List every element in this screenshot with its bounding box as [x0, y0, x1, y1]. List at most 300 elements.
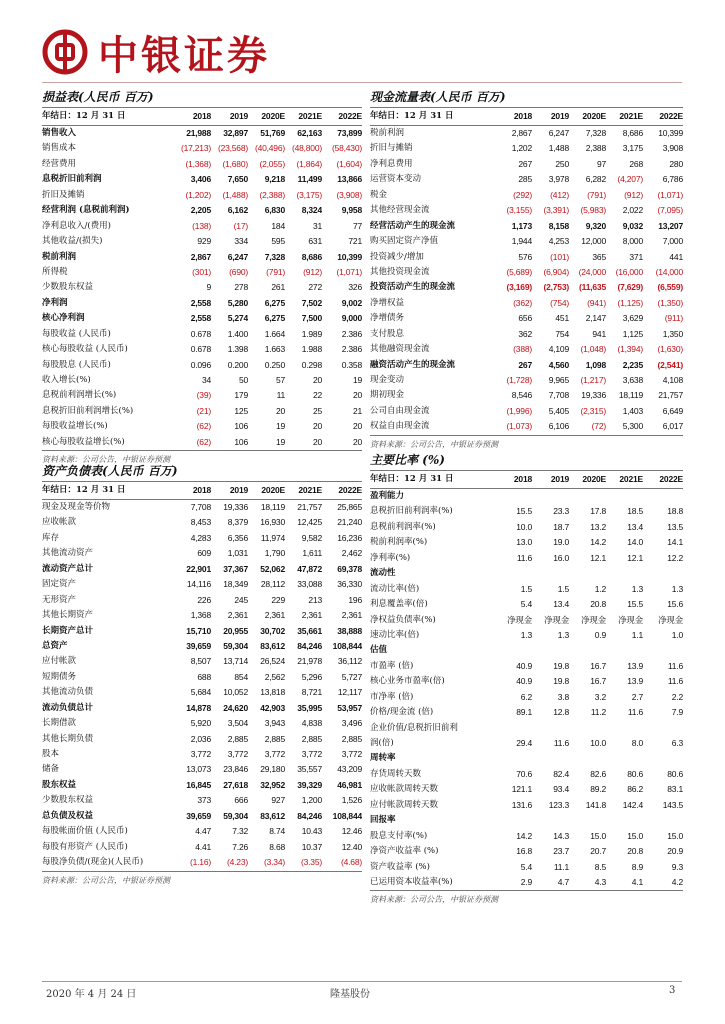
row-value: 3,978 — [548, 174, 569, 185]
row-value: 29,180 — [260, 764, 285, 775]
row-value: 8,546 — [511, 390, 532, 401]
table-row — [42, 608, 362, 623]
row-value: 83,612 — [260, 810, 285, 821]
row-label: 其他经营现金流 — [370, 205, 430, 216]
header-year: 2018 — [192, 111, 211, 121]
row-value: 576 — [518, 251, 532, 262]
row-label: 资产收益率 (%) — [370, 861, 430, 872]
row-label: 固定资产 — [42, 579, 77, 590]
row-value: 25 — [312, 405, 322, 416]
row-value: 1.1 — [631, 629, 643, 640]
row-value: 108,844 — [332, 810, 362, 821]
table-row — [370, 373, 683, 388]
ratios-header-row — [370, 471, 683, 489]
ratios-source-note: 资料来源：公司公告，中银证券预测 — [370, 895, 498, 905]
row-value: 5,405 — [548, 405, 569, 416]
row-value: 3,772 — [227, 749, 248, 759]
row-value: 688 — [197, 671, 211, 682]
row-value: (11,635 — [579, 282, 606, 293]
row-value: 13.9 — [627, 660, 643, 671]
row-value: (1,217) — [580, 375, 606, 385]
row-value: 83,612 — [260, 640, 285, 651]
table-row — [370, 358, 683, 373]
row-value: 7,000 — [662, 236, 683, 247]
row-value: 4,283 — [190, 532, 211, 543]
table-row — [370, 674, 683, 689]
row-value: (1,604) — [336, 158, 362, 169]
cashflow-title: 现金流量表(人民币 百万) — [370, 88, 683, 108]
row-value: 2,388 — [585, 143, 606, 154]
table-row — [42, 280, 362, 295]
row-value: 20 — [275, 405, 285, 416]
row-value: 6,830 — [264, 205, 285, 216]
row-value: (1,630) — [657, 344, 683, 355]
row-value — [497, 489, 532, 504]
row-value: 441 — [669, 251, 683, 262]
table-row — [370, 342, 683, 357]
table-row — [42, 639, 362, 654]
row-value: 29.4 — [516, 738, 532, 748]
row-value: 11.6 — [627, 707, 643, 718]
header-year: 2020E — [582, 474, 606, 484]
row-value: 50 — [238, 375, 248, 385]
row-value: 31 — [312, 220, 322, 231]
header-year: 2019 — [550, 474, 569, 484]
row-value — [569, 721, 606, 736]
table-row — [370, 844, 683, 859]
row-value: (388) — [513, 344, 532, 355]
row-label: 息税前利润率(%) — [370, 521, 436, 532]
row-value: 4,253 — [548, 236, 569, 247]
header-year: 2021E — [619, 474, 643, 484]
row-value: 6,106 — [548, 421, 569, 432]
row-value — [497, 566, 532, 581]
income-statement-table — [42, 88, 362, 467]
row-value: 656 — [518, 313, 532, 324]
table-row — [370, 219, 683, 234]
row-value: 0.298 — [301, 359, 322, 370]
table-row — [42, 778, 362, 793]
row-label: 每股收益增长(%) — [42, 421, 108, 432]
row-value: 1.3 — [520, 629, 532, 640]
row-value: 62,163 — [297, 128, 322, 138]
row-value: 7.32 — [232, 826, 248, 837]
row-value: (2,315) — [580, 405, 606, 416]
row-value: 7.26 — [232, 841, 248, 852]
table-row — [370, 126, 683, 141]
row-value: (3,155) — [506, 205, 532, 216]
row-value: 20 — [312, 375, 322, 385]
table-row — [42, 654, 362, 669]
row-value: 184 — [271, 220, 285, 231]
row-value: 4.47 — [195, 826, 211, 837]
row-value: (690) — [229, 266, 248, 277]
row-value: (2,388) — [259, 189, 285, 200]
row-value: 35,995 — [297, 702, 322, 713]
row-value: 1,202 — [511, 143, 532, 154]
balance-title: 资产负债表(人民币 百万) — [42, 462, 362, 482]
row-value: 77 — [352, 220, 362, 231]
row-value: 82.4 — [553, 768, 569, 779]
table-row — [42, 373, 362, 388]
row-label: 息税折旧前利润增长(%) — [42, 405, 134, 416]
row-value: (791) — [587, 189, 606, 200]
row-value: 268 — [629, 158, 643, 169]
row-value: 14.2 — [590, 537, 606, 548]
table-row — [370, 520, 683, 535]
row-value: 2,361 — [264, 610, 285, 621]
row-value: 0.200 — [227, 359, 248, 370]
row-value: 11.1 — [553, 861, 569, 872]
row-label: 其他流动负债 — [42, 687, 94, 698]
row-value: 20 — [312, 421, 322, 432]
row-value: 8,324 — [301, 205, 322, 216]
row-value: 32,952 — [260, 779, 285, 790]
row-value: 18.7 — [553, 521, 569, 532]
row-value: 40.9 — [516, 676, 532, 687]
table-row — [370, 157, 683, 172]
row-value: 9.3 — [671, 861, 683, 872]
row-value: 89.2 — [590, 784, 606, 795]
table-row — [370, 751, 683, 766]
row-value: 40.9 — [516, 660, 532, 671]
row-value: (39) — [196, 390, 211, 401]
row-label: 其他融资现金流 — [370, 344, 430, 355]
row-value: 10.0 — [590, 738, 606, 748]
table-row — [42, 419, 362, 434]
table-row — [370, 203, 683, 218]
table-row — [42, 327, 362, 342]
row-value: 5,300 — [622, 421, 643, 432]
table-row — [42, 577, 362, 592]
row-value: 1,790 — [264, 548, 285, 559]
row-value: 16.7 — [590, 676, 606, 687]
row-value: 8.9 — [631, 861, 643, 872]
row-value: 1.400 — [227, 328, 248, 339]
row-value: 净现金 — [618, 614, 643, 625]
table-row — [42, 747, 362, 762]
table-row — [370, 188, 683, 203]
row-value: 2,361 — [341, 610, 362, 621]
row-value: 12.2 — [667, 552, 683, 563]
row-value: (1,073) — [506, 421, 532, 432]
row-label: 已运用资本收益率(%) — [370, 876, 453, 887]
table-row — [42, 762, 362, 777]
row-value: 18,119 — [618, 390, 643, 401]
row-label: 流动性 — [370, 568, 396, 579]
row-label: 股本 — [42, 749, 60, 759]
row-value: 6,275 — [264, 313, 285, 324]
row-value: (911) — [664, 313, 683, 324]
key-ratios-table — [370, 451, 683, 907]
row-value: 80.6 — [627, 768, 643, 779]
income-header-row — [42, 108, 362, 126]
row-value — [569, 489, 606, 504]
row-value: 2.386 — [341, 328, 362, 339]
row-label: 息税前利润增长(%) — [42, 390, 117, 401]
row-value: 13.5 — [667, 521, 683, 532]
row-label: 市净率 (倍) — [370, 691, 414, 702]
row-label: 应收帐款 — [42, 517, 77, 528]
row-value: 2,036 — [190, 733, 211, 744]
row-value: 0.358 — [341, 359, 362, 370]
table-row — [42, 250, 362, 265]
row-value: 73,899 — [337, 128, 362, 138]
row-value: 1.5 — [557, 583, 569, 594]
row-label: 销售成本 — [42, 143, 77, 154]
table-row — [370, 705, 683, 720]
row-value: 7,328 — [264, 251, 285, 262]
header-year: 2021E — [298, 111, 322, 121]
row-value: 净现金 — [507, 614, 532, 625]
row-value: (791) — [266, 266, 285, 277]
row-value: 4.1 — [631, 876, 643, 887]
row-value: 373 — [197, 795, 211, 806]
row-value: 11.6 — [553, 738, 569, 748]
row-label: 运营资本变动 — [370, 174, 422, 185]
row-label: 其他收益/(损失) — [42, 236, 103, 247]
row-value: (6,904) — [543, 266, 569, 277]
row-value: 20 — [352, 421, 362, 432]
row-value: 10.37 — [301, 841, 322, 852]
row-label: 净资产收益率 (%) — [370, 846, 439, 857]
row-value: 28,112 — [260, 579, 285, 590]
bank-of-china-logo-icon — [42, 29, 88, 75]
row-value: 108,844 — [332, 640, 362, 651]
row-value: 6,247 — [548, 128, 569, 138]
row-value: 16.8 — [516, 846, 532, 857]
row-value: 631 — [308, 236, 322, 247]
table-row — [42, 404, 362, 419]
row-label: 税金 — [370, 189, 388, 200]
row-value: 15.0 — [667, 830, 683, 841]
row-value: 326 — [348, 282, 362, 293]
footer-page-number: 3 — [669, 985, 676, 996]
table-row — [42, 203, 362, 218]
row-label: 净权益负债率(%) — [370, 614, 436, 625]
income-source-note: 资料来源：公司公告，中银证券预测 — [42, 455, 170, 465]
row-value: (1,350) — [657, 297, 683, 308]
header-year: 2019 — [550, 111, 569, 121]
row-value: 70.6 — [516, 768, 532, 779]
header-year: 2022E — [659, 111, 683, 121]
row-value: 15.6 — [667, 599, 683, 610]
row-value: (16,000 — [615, 266, 643, 277]
row-label: 每股净负债/(现金)(人民币) — [42, 857, 144, 868]
row-value: (4,207) — [617, 174, 643, 185]
table-row — [370, 404, 683, 419]
row-label: 总负债及权益 — [42, 810, 94, 821]
row-value: (1.16) — [189, 857, 211, 868]
table-row — [42, 732, 362, 747]
row-value: 13.0 — [516, 537, 532, 548]
row-label: 润(倍) — [370, 738, 394, 748]
header-year: 2018 — [513, 474, 532, 484]
ratios-title: 主要比率 (%) — [370, 451, 683, 471]
table-row — [370, 659, 683, 674]
row-value: 23.7 — [553, 846, 569, 857]
row-value: 721 — [348, 236, 362, 247]
row-value: 净现金 — [581, 614, 606, 625]
table-row — [370, 690, 683, 705]
row-value: 30,702 — [260, 625, 285, 636]
table-row — [42, 435, 362, 450]
row-value: 22 — [312, 390, 322, 401]
row-value — [532, 813, 569, 828]
row-value: 3,504 — [227, 718, 248, 729]
row-value: 8,686 — [622, 128, 643, 138]
row-value: 3.8 — [557, 691, 569, 702]
row-value: 4.7 — [557, 876, 569, 887]
row-value: 9 — [206, 282, 211, 293]
row-value: 143.5 — [662, 799, 683, 810]
row-value — [643, 813, 683, 828]
row-value: 609 — [197, 548, 211, 559]
row-value — [532, 643, 569, 658]
row-value: 2,885 — [301, 733, 322, 744]
header-year: 2022E — [659, 474, 683, 484]
row-value: (72) — [591, 421, 606, 432]
row-value: 14.1 — [667, 537, 683, 548]
row-value: 2.9 — [520, 876, 532, 887]
row-label: 储备 — [42, 764, 60, 775]
row-label: 少数股东权益 — [42, 795, 94, 806]
header-year: 2019 — [229, 111, 248, 121]
row-value — [643, 751, 683, 766]
row-value: 14,878 — [186, 702, 211, 713]
row-label: 息税折旧前利润率(%) — [370, 506, 453, 517]
row-value: 1,031 — [227, 548, 248, 559]
table-row — [370, 551, 683, 566]
header-divider — [42, 82, 682, 83]
row-value: 19,336 — [223, 502, 248, 512]
row-value: 451 — [555, 313, 569, 324]
balance-source-note: 资料来源：公司公告，中银证券预测 — [42, 875, 170, 885]
row-value: 1,611 — [302, 548, 322, 559]
row-value: 12,425 — [297, 517, 322, 528]
header-label: 年结日：12 月 31 日 — [370, 474, 454, 484]
row-value: (5,983) — [580, 205, 606, 216]
row-value: 19.8 — [553, 660, 569, 671]
row-label: 短期债务 — [42, 671, 77, 682]
row-value: 5,684 — [190, 687, 211, 698]
row-value: 2,235 — [622, 359, 643, 370]
row-value: (5,689) — [506, 266, 532, 277]
row-value: 21 — [352, 405, 362, 416]
row-label: 税前利润率(%) — [370, 537, 428, 548]
row-value: 20.7 — [590, 846, 606, 857]
table-row — [42, 311, 362, 326]
table-row — [370, 736, 683, 751]
row-value: 11,974 — [260, 532, 285, 543]
row-value — [497, 643, 532, 658]
row-value: 2.2 — [671, 691, 683, 702]
row-value: 8,000 — [622, 236, 643, 247]
row-value: (362) — [513, 297, 532, 308]
row-value: 334 — [234, 236, 248, 247]
table-row — [370, 875, 683, 890]
table-row — [370, 296, 683, 311]
row-label: 投资活动产生的现金流 — [370, 282, 456, 293]
header-year: 2018 — [192, 485, 211, 495]
row-value: 267 — [518, 158, 532, 169]
row-label: 长期借款 — [42, 718, 77, 729]
row-value: 33,088 — [297, 579, 322, 590]
row-value: 10,052 — [223, 687, 248, 698]
row-value: 4.41 — [195, 841, 211, 852]
row-value: 13,207 — [658, 220, 683, 231]
row-value: 666 — [234, 795, 248, 806]
row-value: 1,526 — [341, 795, 362, 806]
row-label: 融资活动产生的现金流 — [370, 359, 456, 370]
table-row — [370, 767, 683, 782]
row-value: 21,988 — [186, 128, 211, 138]
row-value: 8,158 — [548, 220, 569, 231]
brand-logo — [42, 22, 270, 82]
header-label: 年结日：12 月 31 日 — [42, 485, 126, 495]
row-value: 16.0 — [553, 552, 569, 563]
row-value: 3,175 — [622, 143, 643, 154]
row-value: 8,686 — [301, 251, 322, 262]
row-value: 8.74 — [269, 826, 285, 837]
row-value: 8,453 — [190, 517, 211, 528]
row-label: 现金及现金等价物 — [42, 502, 111, 512]
row-value: 1,944 — [511, 236, 532, 247]
row-value: 35,661 — [297, 625, 322, 636]
row-value: 6,162 — [227, 205, 248, 216]
row-value: 142.4 — [622, 799, 643, 810]
row-value: 13,714 — [223, 656, 248, 667]
row-label: 周转率 — [370, 753, 396, 764]
row-value: 10,399 — [337, 251, 362, 262]
row-value — [643, 721, 683, 736]
row-value: 16,930 — [260, 517, 285, 528]
row-label: 销售收入 — [42, 128, 77, 138]
row-value: (754) — [550, 297, 569, 308]
row-value: 5,296 — [301, 671, 322, 682]
row-value: 13.4 — [553, 599, 569, 610]
table-row — [42, 358, 362, 373]
row-value: 36,330 — [337, 579, 362, 590]
row-label: 其他流动资产 — [42, 548, 94, 559]
table-row — [42, 342, 362, 357]
row-value: 20,955 — [223, 625, 248, 636]
row-label: 净利率(%) — [370, 552, 411, 563]
row-value: 7,650 — [227, 174, 248, 185]
row-label: 价格/现金流 (倍) — [370, 707, 434, 718]
row-label: 少数股东权益 — [42, 282, 94, 293]
row-value: 2,867 — [511, 128, 532, 138]
row-value: 22,901 — [186, 563, 211, 574]
row-value: 82.6 — [590, 768, 606, 779]
balance-header-row — [42, 482, 362, 500]
footer-company: 隆基股份 — [330, 989, 370, 1000]
row-value: 21,757 — [297, 502, 322, 512]
row-value: 20 — [352, 390, 362, 401]
row-value: (3,175) — [296, 189, 322, 200]
row-value: 59,304 — [223, 640, 248, 651]
table-row — [42, 562, 362, 577]
table-row — [370, 829, 683, 844]
row-value: 0.678 — [190, 344, 211, 355]
row-label: 核心每股收益 (人民币) — [42, 344, 128, 355]
row-value: 净现金 — [544, 614, 569, 625]
row-label: 回报率 — [370, 815, 396, 826]
table-row — [42, 593, 362, 608]
row-value: 7,328 — [585, 128, 606, 138]
row-value: 1,350 — [662, 328, 683, 339]
row-label: 核心净利润 — [42, 313, 85, 324]
